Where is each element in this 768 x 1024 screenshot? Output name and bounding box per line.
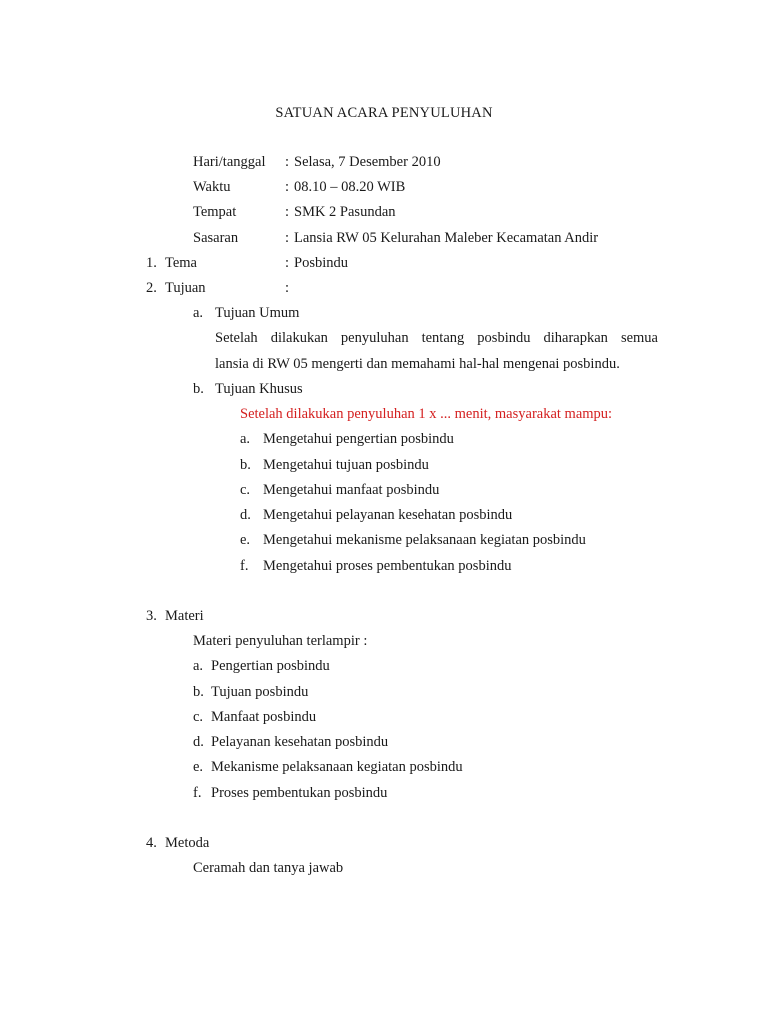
section-2-number: 2. [146,280,157,296]
list-item: Mekanisme pelaksanaan kegiatan posbindu [211,759,463,775]
section-3-number: 3. [146,608,157,624]
tujuan-khusus-label: Tujuan Khusus [215,381,303,397]
section-1-sep: : [285,255,290,271]
section-4-number: 4. [146,835,157,851]
info-value-tempat: SMK 2 Pasundan [294,204,396,220]
list-item: Mengetahui pengertian posbindu [263,431,454,447]
list-marker: d. [240,507,251,523]
info-label-waktu: Waktu [193,179,231,195]
info-sep-hari: : [285,154,290,170]
list-item: Proses pembentukan posbindu [211,785,388,801]
list-item: Mengetahui tujuan posbindu [263,457,429,473]
section-2-label: Tujuan [165,280,206,296]
list-marker: e. [193,759,204,775]
list-marker: d. [193,734,204,750]
list-marker: c. [193,709,204,725]
list-marker: c. [240,482,251,498]
tujuan-umum-line-2: lansia di RW 05 mengerti dan memahami hal-hal mengenai posbindu. [215,356,620,372]
tujuan-khusus-marker: b. [193,381,204,397]
info-sep-sasaran: : [285,230,290,246]
list-item: Pengertian posbindu [211,658,330,674]
list-item: Mengetahui manfaat posbindu [263,482,440,498]
materi-intro: Materi penyuluhan terlampir : [193,633,368,649]
info-sep-tempat: : [285,204,290,220]
list-item: Mengetahui mekanisme pelaksanaan kegiatan posbindu [263,532,586,548]
info-label-sasaran: Sasaran [193,230,239,246]
section-1-number: 1. [146,255,157,271]
section-2-sep: : [285,280,290,296]
info-label-tempat: Tempat [193,204,237,220]
list-marker: f. [193,785,202,801]
list-item: Tujuan posbindu [211,684,309,700]
list-marker: a. [193,658,204,674]
section-4-label: Metoda [165,835,210,851]
tujuan-umum-line-1: Setelah dilakukan penyuluhan tentang posbindu diharapkan semua [215,330,658,346]
list-item: Mengetahui pelayanan kesehatan posbindu [263,507,513,523]
list-marker: f. [240,558,249,574]
info-label-hari: Hari/tanggal [193,154,266,170]
list-marker: b. [240,457,251,473]
tujuan-umum-label: Tujuan Umum [215,305,300,321]
document-title: SATUAN ACARA PENYULUHAN [275,105,493,121]
section-3-label: Materi [165,608,204,624]
list-item: Manfaat posbindu [211,709,317,725]
info-value-waktu: 08.10 – 08.20 WIB [294,179,406,195]
list-item: Mengetahui proses pembentukan posbindu [263,558,512,574]
list-marker: b. [193,684,204,700]
section-1-value: Posbindu [294,255,348,271]
section-1-label: Tema [165,255,197,271]
list-marker: a. [240,431,251,447]
info-value-hari: Selasa, 7 Desember 2010 [294,154,441,170]
list-item: Pelayanan kesehatan posbindu [211,734,389,750]
tujuan-khusus-intro: Setelah dilakukan penyuluhan 1 x ... menit, masyarakat mampu: [240,406,613,422]
info-value-sasaran: Lansia RW 05 Kelurahan Maleber Kecamatan Andir [294,230,599,246]
info-sep-waktu: : [285,179,290,195]
section-4-value: Ceramah dan tanya jawab [193,860,344,876]
list-marker: e. [240,532,251,548]
tujuan-umum-marker: a. [193,305,204,321]
